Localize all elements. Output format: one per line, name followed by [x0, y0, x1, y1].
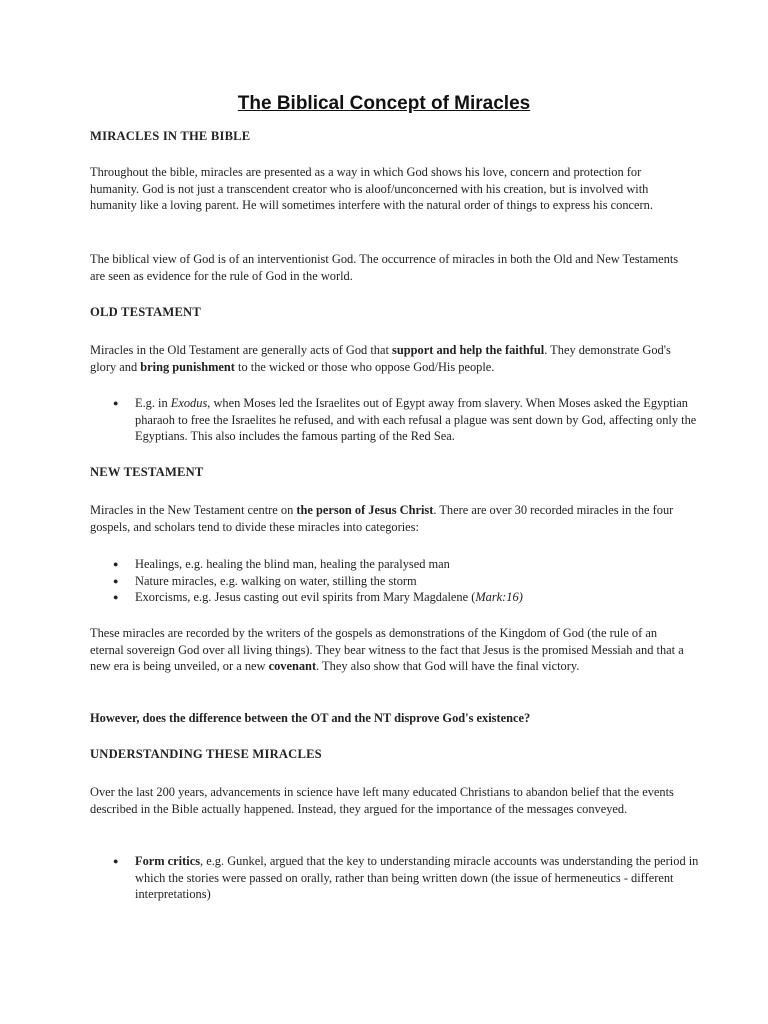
text-run: These miracles are recorded by the writers of the gospels as demonstrations of the Kingdom of God (the rule of an eternal sovereign God over all living things). They bear witness to the fact that Jesus is the promised Messiah and that a new era is being unveiled, or a new — [90, 626, 684, 673]
paragraph-intro: Throughout the bible, miracles are presented as a way in which God shows his love, concern and protection for humanity. God is not just a transcendent creator who is aloof/unconcerned with his creation, but is involved with humanity like a loving parent. He will sometimes interfere with the natural order of things to express his concern. — [90, 165, 653, 212]
new-testament-list — [113, 556, 703, 606]
text-run: . They also show that God will have the final victory. — [316, 659, 580, 673]
text-run: Exorcisms, e.g. Jesus casting out evil spirits from Mary Magdalene ( — [135, 590, 476, 604]
paragraph-understanding: Over the last 200 years, advancements in science have left many educated Christians to abandon belief that the events described in the Bible actually happened. Instead, they argued for the importance of the messages conveyed. — [90, 785, 674, 816]
old-testament-list — [113, 395, 703, 445]
heading-old-testament: OLD TESTAMENT — [90, 305, 201, 319]
list-item — [113, 589, 703, 606]
bold-run: bring punishment — [140, 359, 235, 374]
italic-run: Mark:16) — [475, 590, 523, 604]
text-run: . There are over 30 recorded miracles in the four gospels, and scholars tend to divide these miracles into categories: — [90, 503, 674, 534]
text-run: , when Moses led the Israelites out of Egypt away from slavery. When Moses asked the Egyptian pharaoh to free the Israelites he refused, and with each refusal a plague was sent down by God, affecting only the Egyptians. This also includes the famous parting of the Red Sea. — [135, 396, 697, 443]
question-text: However, does the difference between the OT and the NT disprove God's existence? — [90, 711, 531, 725]
list-item — [113, 395, 703, 445]
italic-run: Exodus — [170, 396, 208, 410]
list-item: ● Healings, e.g. healing the blind man, healing the paralysed man — [113, 556, 703, 573]
paragraph-new-testament — [90, 502, 690, 535]
bold-run: covenant — [268, 659, 317, 673]
list-item — [113, 853, 703, 903]
bold-run: support and help the faithful — [392, 343, 545, 357]
page-title: The Biblical Concept of Miracles — [237, 93, 531, 114]
paragraph-kingdom — [90, 625, 690, 675]
text-run: . They demonstrate God's glory and — [90, 343, 671, 374]
text-run: to the wicked or those who oppose God/His people. — [234, 359, 495, 374]
heading-understanding: UNDERSTANDING THESE MIRACLES — [90, 747, 322, 761]
text-run: , e.g. Gunkel, argued that the key to understanding miracle accounts was understanding the period in which the stories were passed on orally, rather than being written down (the issue of hermeneutics - different interpretations) — [135, 854, 699, 901]
bold-run: the person of Jesus Christ — [296, 503, 434, 517]
heading-miracles-in-bible: MIRACLES IN THE BIBLE — [90, 129, 251, 143]
bold-run: Form critics — [135, 854, 201, 868]
understanding-list — [113, 853, 703, 903]
paragraph-old-testament — [90, 342, 690, 375]
text-run: E.g. in — [135, 396, 171, 410]
paragraph-interventionist: The biblical view of God is of an interventionist God. The occurrence of miracles in both the Old and New Testaments are seen as evidence for the rule of God in the world. — [90, 252, 679, 283]
heading-new-testament: NEW TESTAMENT — [90, 465, 204, 479]
list-item: ● Nature miracles, e.g. walking on water, stilling the storm — [113, 573, 703, 590]
text-run: Miracles in the New Testament centre on — [90, 503, 297, 517]
text-run: Miracles in the Old Testament are generally acts of God that — [90, 343, 393, 357]
